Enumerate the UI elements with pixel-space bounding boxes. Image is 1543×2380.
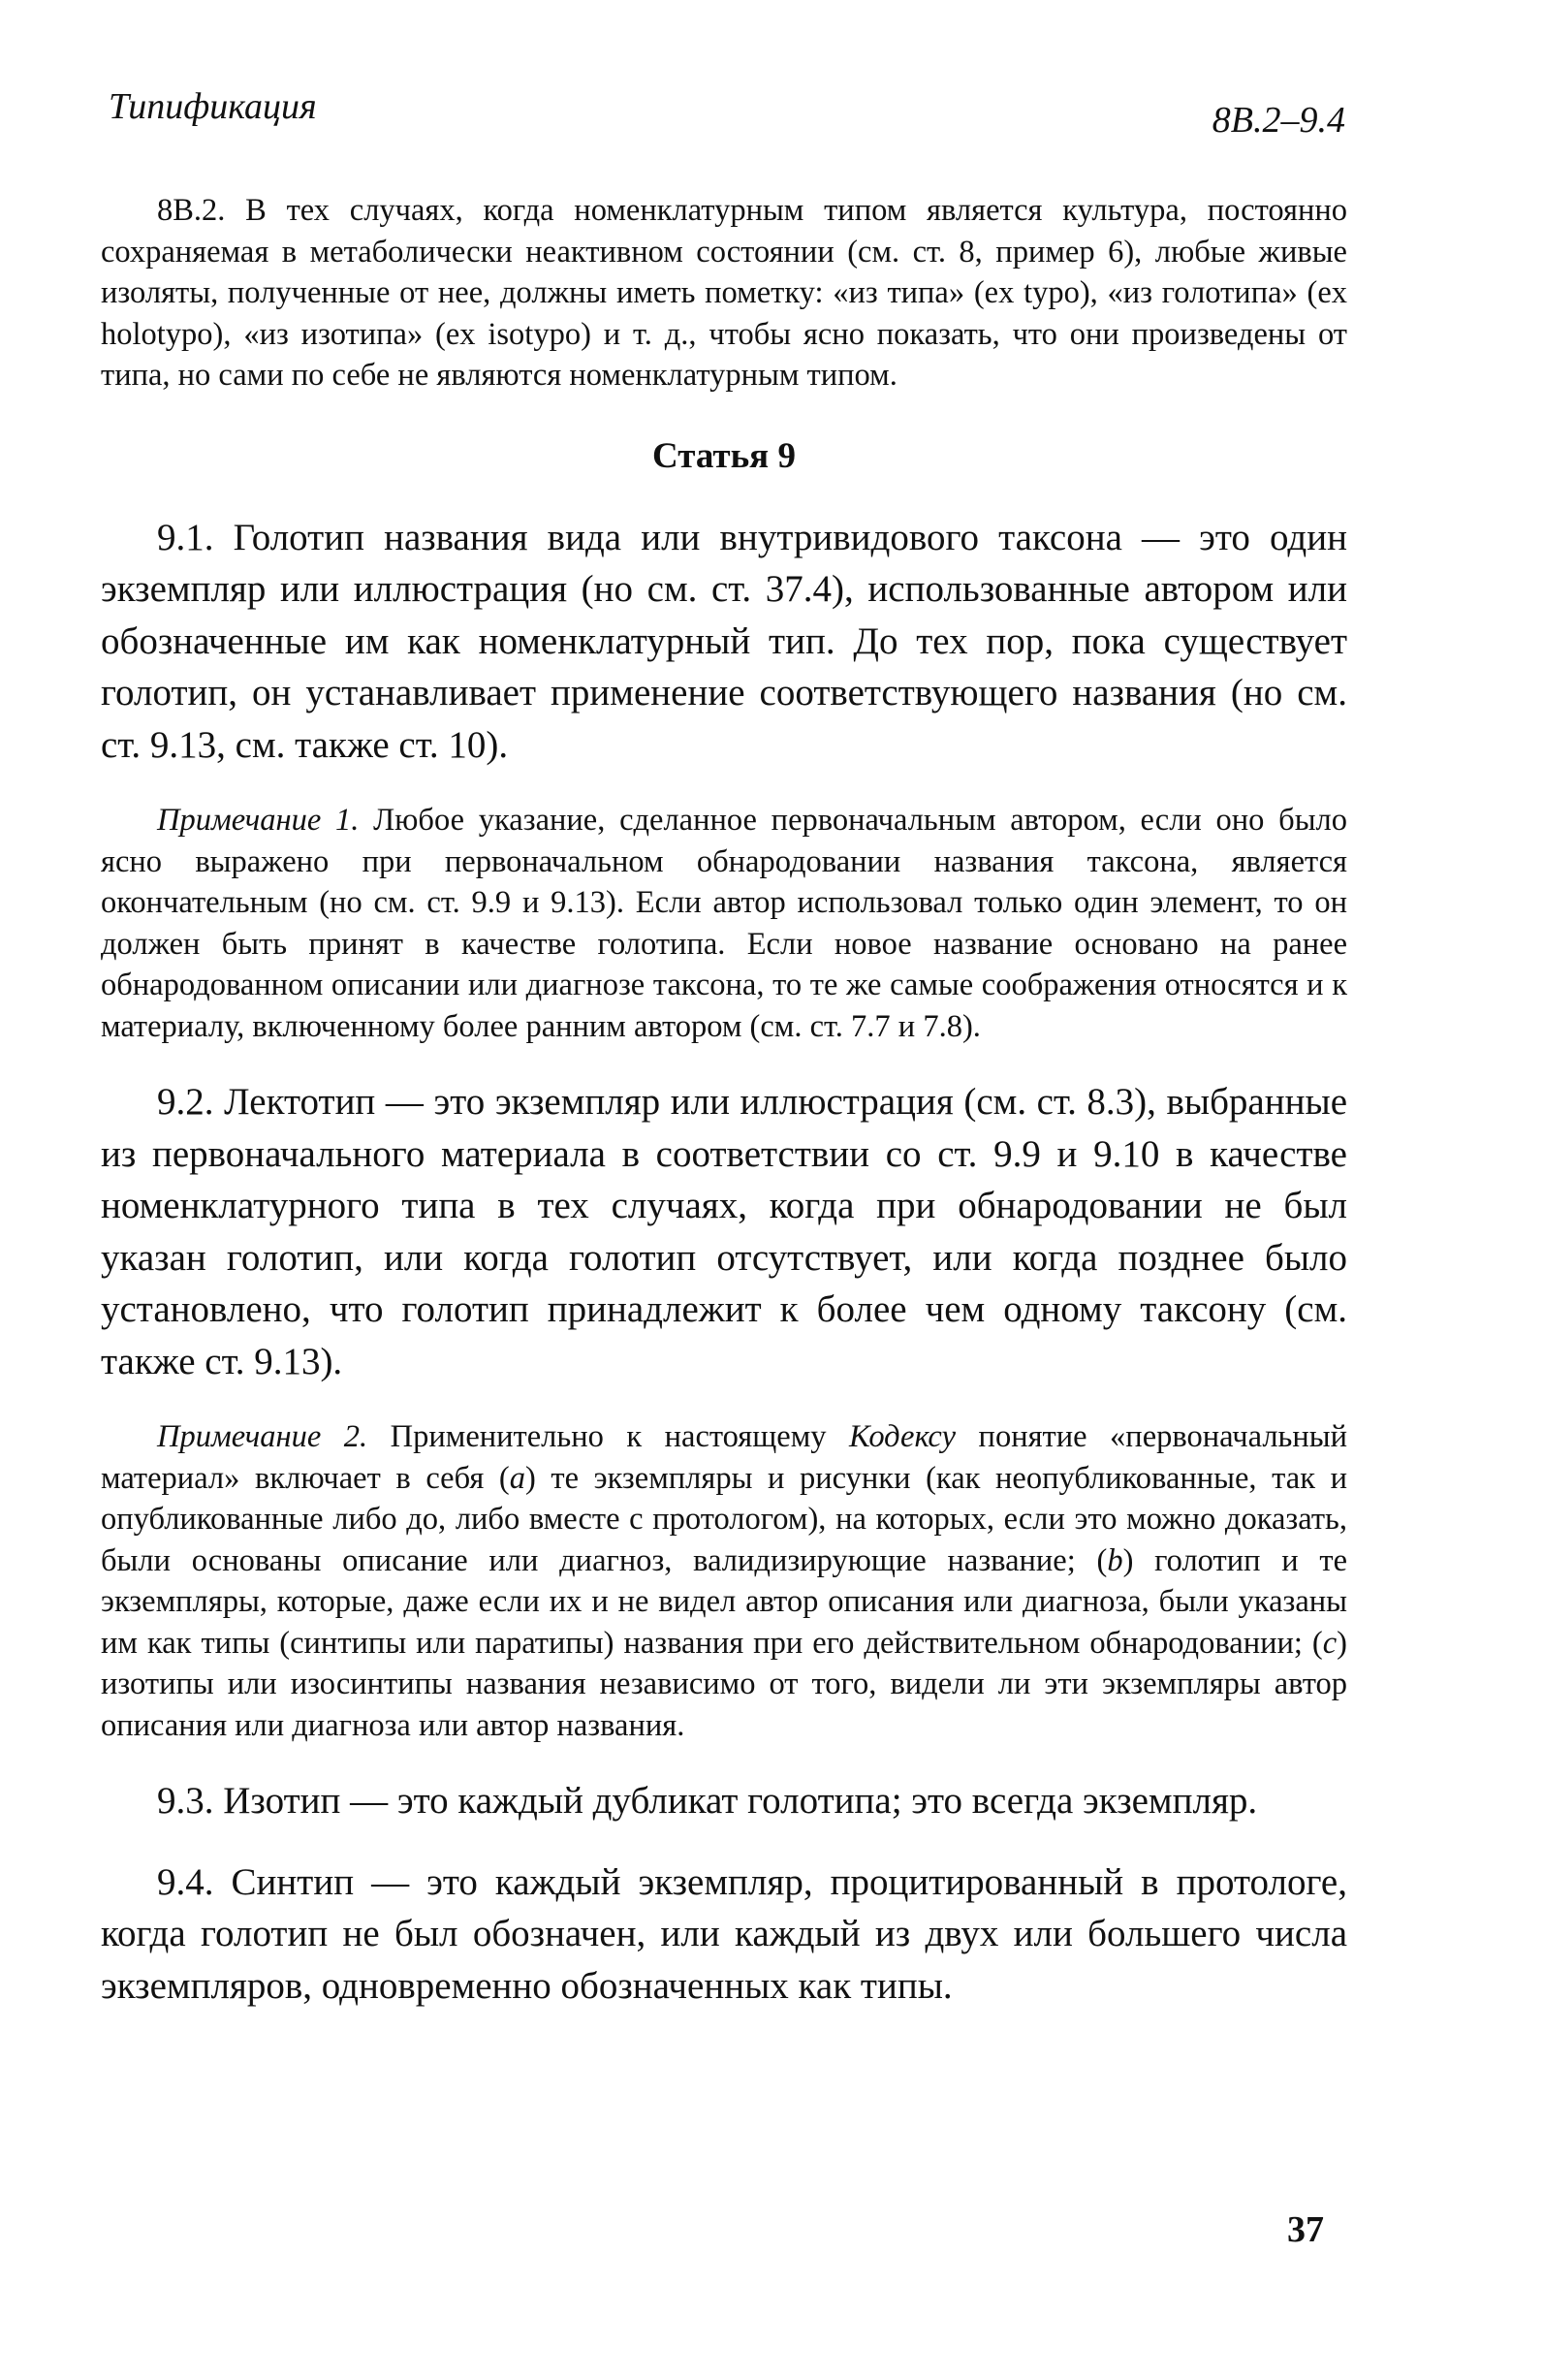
running-head-articles: 8B.2–9.4	[1212, 100, 1345, 141]
note-1	[101, 800, 1347, 1047]
article-heading: Статья 9	[652, 435, 796, 476]
note-2-label: Примечание 2.	[157, 1419, 368, 1454]
note-2-text-d: ) голотип и те экземпляры, которые, даже если их и не видел автор описания или диагноза, были указаны им как типы (синтипы или паратипы) названия при его действительном обнародовании; (	[101, 1542, 1347, 1661]
running-head-chapter: Типификация	[109, 86, 317, 127]
note-1-label: Примечание 1.	[157, 803, 360, 838]
note-1-text: Любое указание, сделанное первоначальным автором, если оно было ясно выражено при первоначальном обнародовании названия таксона, является окончательным (но см. ст. 9.9 и 9.13). Если автор использовал только один элемент, то он должен быть принят в качестве голотипа. Если новое название основано на ранее обнародованном описании или диагнозе таксона, то те же самые соображения относятся и к материалу, включенному более ранним автором (см. ст. 7.7 и 7.8).	[101, 803, 1348, 1044]
paragraph-9-4: 9.4. Синтип — это каждый экземпляр, процитированный в протологе, когда голотип не был обозначен, или каждый из двух или большего числа экземпляров, одновременно обозначенных как типы.	[101, 1860, 1347, 2007]
note-2-letter-a: a	[509, 1460, 525, 1496]
page-body	[101, 190, 1347, 2012]
note-2	[101, 1416, 1347, 1746]
note-2-text-e: ) изотипы или изосинтипы названия независимо от того, видели ли эти экземпляры автор описания или диагноза или автор названия.	[101, 1625, 1347, 1743]
page-number: 37	[1287, 2209, 1324, 2250]
note-2-text-c: ) те экземпляры и рисунки (как неопубликованные, так и опубликованные либо до, либо вместе с протологом), на которых, если это можно доказать, были основаны описание или диагноз, валидизирующие название; (	[101, 1460, 1347, 1578]
paragraph-9-1: 9.1. Голотип названия вида или внутривидового таксона — это один экземпляр или иллюстрация (но см. ст. 37.4), использованные автором или обозначенные им как номенклатурный тип. До тех пор, пока существует голотип, он устанавливает применение соответствующего названия (но см. ст. 9.13, см. также ст. 10).	[101, 516, 1347, 766]
note-2-letter-b: b	[1107, 1542, 1123, 1578]
note-2-code: Кодексу	[849, 1419, 957, 1454]
paragraph-9-3: 9.3. Изотип — это каждый дубликат голотипа; это всегда экземпляр.	[157, 1780, 1258, 1822]
note-2-text-b: понятие «первоначальный материал» включает в себя (	[101, 1419, 1347, 1496]
note-2-text-a: Применительно к настоящему	[367, 1419, 850, 1454]
paragraph-8b2: 8B.2. В тех случаях, когда номенклатурным типом является культура, постоянно сохраняемая в метаболически неактивном состоянии (см. ст. 8, пример 6), любые живые изоляты, полученные от нее, должны иметь пометку: «из типа» (ex typo), «из голотипа» (ex holotypo), «из изотипа» (ex isotypo) и т. д., чтобы ясно показать, что они произведены от типа, но сами по себе не являются номенклатурным типом.	[101, 193, 1347, 393]
note-2-letter-c: c	[1322, 1625, 1338, 1661]
paragraph-9-2: 9.2. Лектотип — это экземпляр или иллюстрация (см. ст. 8.3), выбранные из первоначального материала в соответствии со ст. 9.9 и 9.10 в качестве номенклатурного типа в тех случаях, когда при обнародовании не был указан голотип, или когда голотип отсутствует, или когда позднее было установлено, что голотип принадлежит к более чем одному таксону (см. также ст. 9.13).	[101, 1081, 1347, 1382]
